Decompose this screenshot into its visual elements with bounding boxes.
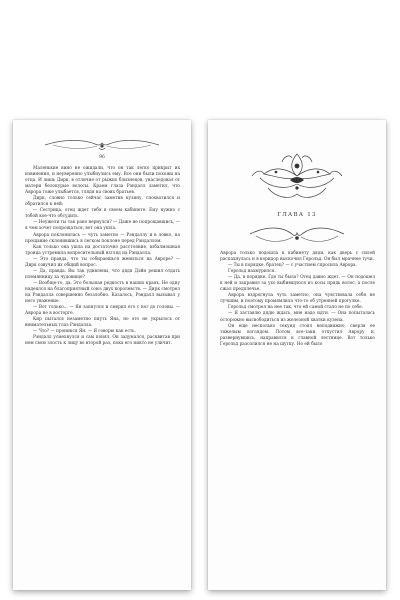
paragraph: Дирк, словно только сейчас заметив кузину, спохватился и обратился к ней: (25, 196, 180, 208)
paragraph: — Сестрица, отец ждет тебя в своем кабинете. Ему нужно с тобой кое-что обсудить. (25, 208, 180, 220)
left-page-text (25, 166, 180, 347)
paragraph: Кир пытался незаметно пнуть Яна, но это не укрылось от внимательных глаз Рэндалла. (25, 317, 180, 329)
paragraph: — Что? — проникся Ян. — Я говорю как есть. (33, 329, 136, 335)
chapter-ornament (246, 148, 348, 206)
paragraph: Аврора поклонилась — чуть заметно — Рэндаллу и в ловко, на прощание склонившись в легком поклоне перед Рэндаллом. (25, 232, 180, 244)
paragraph: Рэндалл усмехнулся и сам понял. Он задумался, расквитав при нем свою злость к лицу во второй раз, пока его никто не уличит. (25, 335, 180, 347)
paragraph: Маленькие вино не ожидали, что он так легко прикрыт их извинения, и неуверенно улыбнулись ему. Все они были похожи на отца. И лишь Дирк, в отличие от рыжих близнецов, унаследовал от матери белокурые волосы. Краем глаза Рэндалл заметил, что Аврора тоже улыбается, глядя на своих братьев. (25, 166, 180, 196)
top-ornament (43, 138, 161, 152)
chapter-underline-ornament (248, 224, 346, 246)
paragraph: — Да, правда. Вы так удивлены, что дядя Дэйн решил отдать племянницу за чудовище? (25, 268, 180, 280)
paragraph: Как только она ушла на достаточно расстояние, взбалмошная троица устремила вопросительный взгляд на Рэндалла. (25, 244, 180, 256)
paragraph: — Вообще-то, да. Это большая редкость в наших краях. Не одну надеялся на благоприятный союз двух королевств. — Дирк смотрел на Рэндалла совершенно беззлобно. Казалось, Рэндалл вызывал у него уважение. (25, 280, 180, 305)
paragraph: Аврора только подошла к кабинету дяди, как дверь с силой распахнулась и в коридор выскочил Герольд. Он был мрачнее тучи. (220, 251, 375, 263)
paragraph: — Да, в порядке. Где ты была? Отец давно ждет. — Он подошел к ней и заправил за ухо выбившуюся из косы прядь волос, а после сжал предплечье. (220, 275, 375, 293)
chapter-title: ГЛАВА 13 (277, 212, 317, 218)
paragraph: — Я заставлю дядю ждать, мне надо идти. — Она попыталась осторожно высвободиться из железной хватки кузена. (220, 311, 375, 323)
paragraph: Герольд смотрел на нее так, что ей самой стало не по себе. (228, 305, 364, 311)
page-number: 96 (99, 155, 105, 160)
right-page (208, 120, 386, 590)
right-page-text (220, 251, 375, 348)
paragraph: — Вот только... — Ян запнулся и смерил его с ног до головы. — Аврора не в восторге. (25, 305, 180, 317)
paragraph: — Ты в порядке, братец? — с участием спросила Аврора. (228, 263, 357, 269)
paragraph: — Неужели ты так рано вернулся? — Даже не попрощавшись, — я чем хочет попрощаться, вот она ушла. (25, 220, 180, 232)
paragraph: Аврора вздрогнула чуть заметно, она чувствовала себя не лучшим, и поэтому промямлила что-то об утренней прогулке. (220, 293, 375, 305)
paragraph: Он еще несколько секунд стоял неподвижно, сверля ее тяжелым взглядом. Потом все-таки отпустил Аврору и, развернувшись, направился к главной лестнице. Вот только Герольд разозлился не на шутку. Но ей было (220, 323, 375, 347)
paragraph: Герольд нахмурился. (228, 269, 276, 275)
paragraph: — Это правда, что ты собираешься жениться на Авроре? — Дирк озвучил их общий вопрос. (25, 256, 180, 268)
left-page (13, 120, 191, 590)
